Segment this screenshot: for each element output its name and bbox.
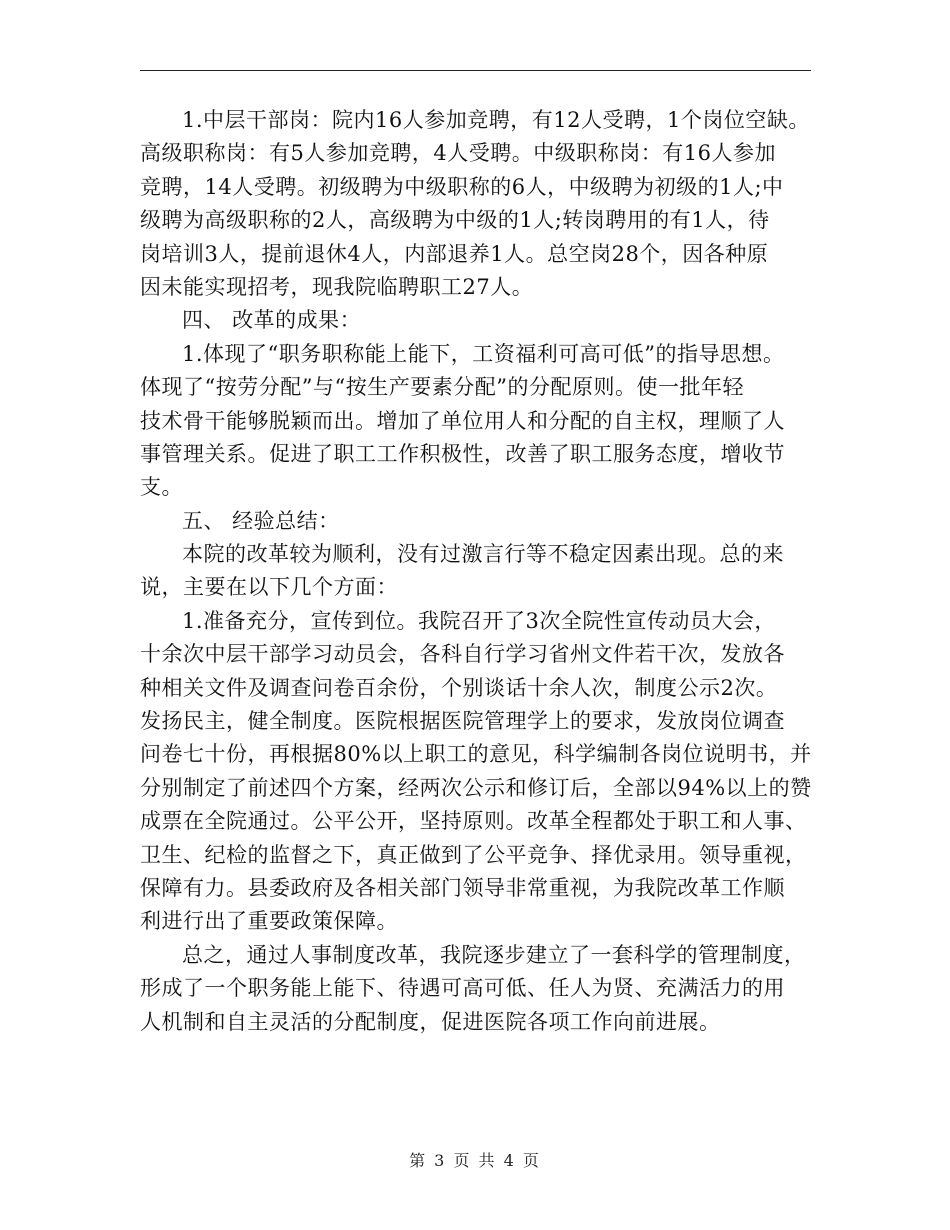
text-line: 人机制和自主灵活的分配制度，促进医院各项工作向前进展。 xyxy=(140,1009,721,1034)
section-heading: 四、 改革的成果： xyxy=(182,308,362,333)
document-body xyxy=(140,104,820,1039)
text-line: 岗培训3人，提前退休4人，内部退养1人。总空岗28个，因各种原 xyxy=(140,241,769,266)
text-line: 支。 xyxy=(140,475,183,500)
text-line: 高级职称岗：有5人参加竞聘，4人受聘。中级职称岗：有16人参加 xyxy=(140,141,776,166)
text-line: 1.体现了“职务职称能上能下，工资福利可高可低”的指导思想。 xyxy=(182,341,785,366)
section-heading: 五、 经验总结： xyxy=(182,508,340,533)
text-line: 十余次中层干部学习动员会，各科自行学习省州文件若干次，发放各 xyxy=(140,642,785,667)
header-rule xyxy=(140,70,811,71)
text-line: 利进行出了重要政策保障。 xyxy=(140,909,398,934)
text-line: 总之，通过人事制度改革，我院逐步建立了一套科学的管理制度， xyxy=(182,942,806,967)
text-line: 形成了一个职务能上能下、待遇可高可低、任人为贤、充满活力的用 xyxy=(140,976,785,1001)
text-line: 发扬民主，健全制度。医院根据医院管理学上的要求，发放岗位调查 xyxy=(140,709,785,734)
text-line: 成票在全院通过。公平公开，坚持原则。改革全程都处于职工和人事、 xyxy=(140,809,807,834)
text-line: 1.中层干部岗：院内16人参加竞聘，有12人受聘，1个岗位空缺。 xyxy=(182,108,810,132)
text-line: 1.准备充分，宣传到位。我院召开了3次全院性宣传动员大会， xyxy=(182,608,776,633)
text-line: 卫生、纪检的监督之下，真正做到了公平竞争、择优录用。领导重视， xyxy=(140,842,807,867)
text-line: 体现了“按劳分配”与“按生产要素分配”的分配原则。使一批年轻 xyxy=(140,375,744,400)
text-line: 问卷七十份，再根据80%以上职工的意见，科学编制各岗位说明书，并 xyxy=(140,742,812,767)
text-line: 种相关文件及调查问卷百余份，个别谈话十余人次，制度公示2次。 xyxy=(140,675,778,700)
text-line: 保障有力。县委政府及各相关部门领导非常重视，为我院改革工作顺 xyxy=(140,875,785,900)
page-footer: 第 3 页 共 4 页 xyxy=(409,1151,541,1170)
text-line: 说，主要在以下几个方面： xyxy=(140,575,398,600)
text-line: 本院的改革较为顺利，没有过激言行等不稳定因素出现。总的来 xyxy=(182,542,784,567)
text-line: 分别制定了前述四个方案，经两次公示和修订后，全部以94%以上的赞 xyxy=(140,775,812,800)
text-line: 级聘为高级职称的2人，高级聘为中级的1人;转岗聘用的有1人，待 xyxy=(140,208,770,233)
text-line: 竞聘，14人受聘。初级聘为中级职称的6人，中级聘为初级的1人;中 xyxy=(140,174,784,199)
text-line: 事管理关系。促进了职工工作积极性，改善了职工服务态度，增收节 xyxy=(140,441,785,466)
text-line: 技术骨干能够脱颖而出。增加了单位用人和分配的自主权，理顺了人 xyxy=(140,408,785,433)
text-line: 因未能实现招考，现我院临聘职工27人。 xyxy=(140,274,534,299)
